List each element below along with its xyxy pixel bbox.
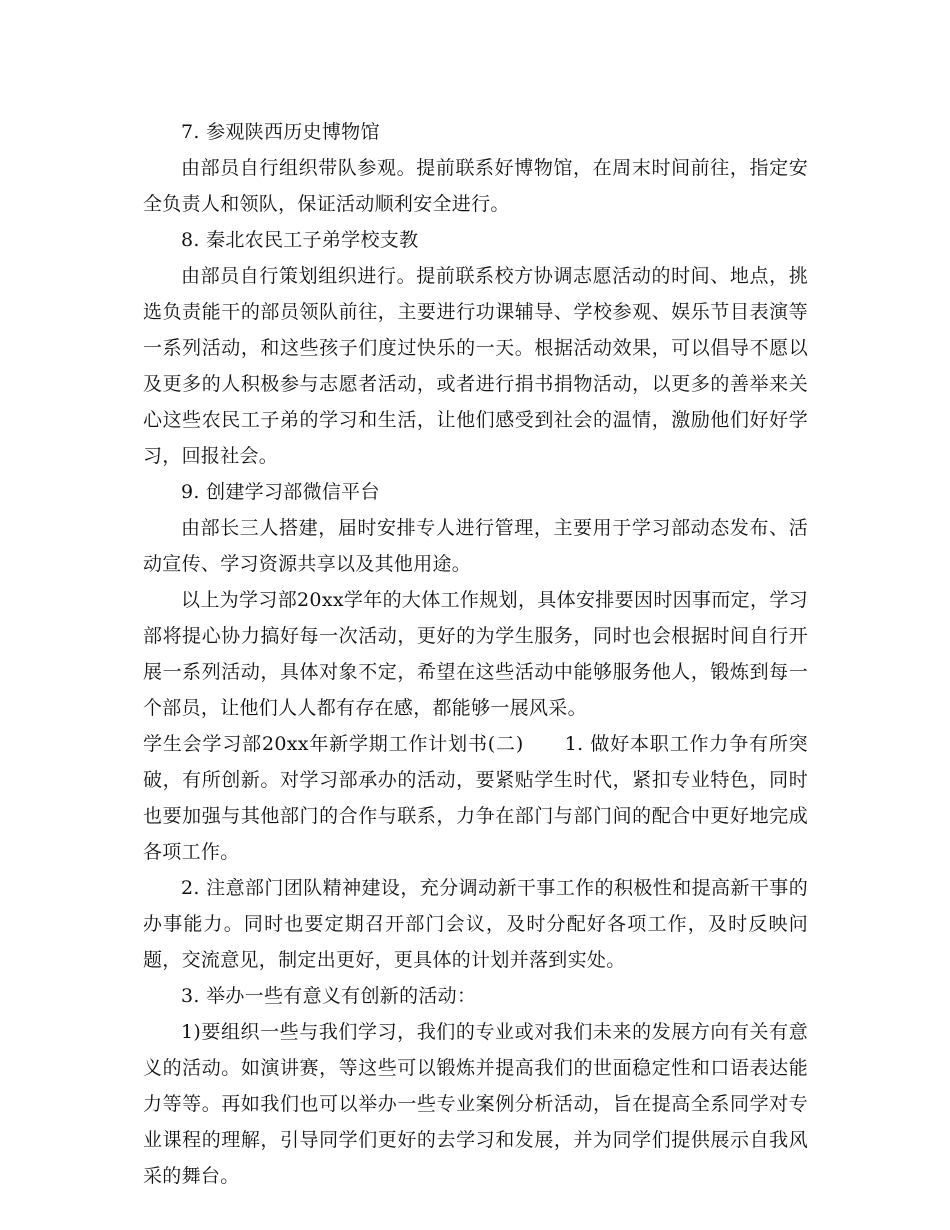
paragraph-plan-two-intro: 学生会学习部20xx年新学期工作计划书(二) 1. 做好本职工作力争有所突破，有所创新。对学习部承办的活动，要紧贴学生时代，紧扣专业特色，同时也要加强与其他部门的合作与联系，力争在部门与部门间的配合中更好地完成各项工作。 — [143, 733, 808, 863]
heading-item-8: 8. 秦北农民工子弟学校支教 — [181, 229, 419, 251]
paragraph-museum-visit: 由部员自行组织带队参观。提前联系好博物馆，在周末时间前往，指定安全负责人和领队，保证活动顺利安全进行。 — [143, 157, 808, 215]
paragraph-summary: 以上为学习部20xx学年的大体工作规划，具体安排要因时因事而定，学习部将提心协力搞好每一次活动，更好的为学生服务，同时也会根据时间自行开展一系列活动，具体对象不定，希望在这些活动中能够服务他人，锻炼到每一个部员，让他们人人都有存在感，都能够一展风采。 — [143, 589, 808, 719]
paragraph-wechat-platform: 由部长三人搭建，届时安排专人进行管理，主要用于学习部动态发布、活动宣传、学习资源共享以及其他用途。 — [143, 517, 808, 575]
heading-item-9: 9. 创建学习部微信平台 — [181, 481, 380, 503]
paragraph-subitem-1: 1)要组织一些与我们学习，我们的专业或对我们未来的发展方向有关有意义的活动。如演讲赛，等这些可以锻炼并提高我们的世面稳定性和口语表达能力等等。再如我们也可以举办一些专业案例分析活动，旨在提高全系同学对专业课程的理解，引导同学们更好的去学习和发展，并为同学们提供展示自我风采的舞台。 — [143, 1021, 808, 1187]
paragraph-item-2: 2. 注意部门团队精神建设，充分调动新干事工作的积极性和提高新干事的办事能力。同时也要定期召开部门会议，及时分配好各项工作，及时反映问题，交流意见，制定出更好，更具体的计划并落到实处。 — [143, 877, 808, 971]
document-body — [143, 114, 808, 1194]
heading-item-7: 7. 参观陕西历史博物馆 — [181, 121, 380, 143]
paragraph-teaching-support: 由部员自行策划组织进行。提前联系校方协调志愿活动的时间、地点，挑选负责能干的部员领队前往，主要进行功课辅导、学校参观、娱乐节目表演等一系列活动，和这些孩子们度过快乐的一天。根据活动效果，可以倡导不愿以及更多的人积极参与志愿者活动，或者进行捐书捐物活动，以更多的善举来关心这些农民工子弟的学习和生活，让他们感受到社会的温情，激励他们好好学习，回报社会。 — [143, 265, 808, 467]
paragraph-item-3: 3. 举办一些有意义有创新的活动： — [181, 985, 477, 1007]
